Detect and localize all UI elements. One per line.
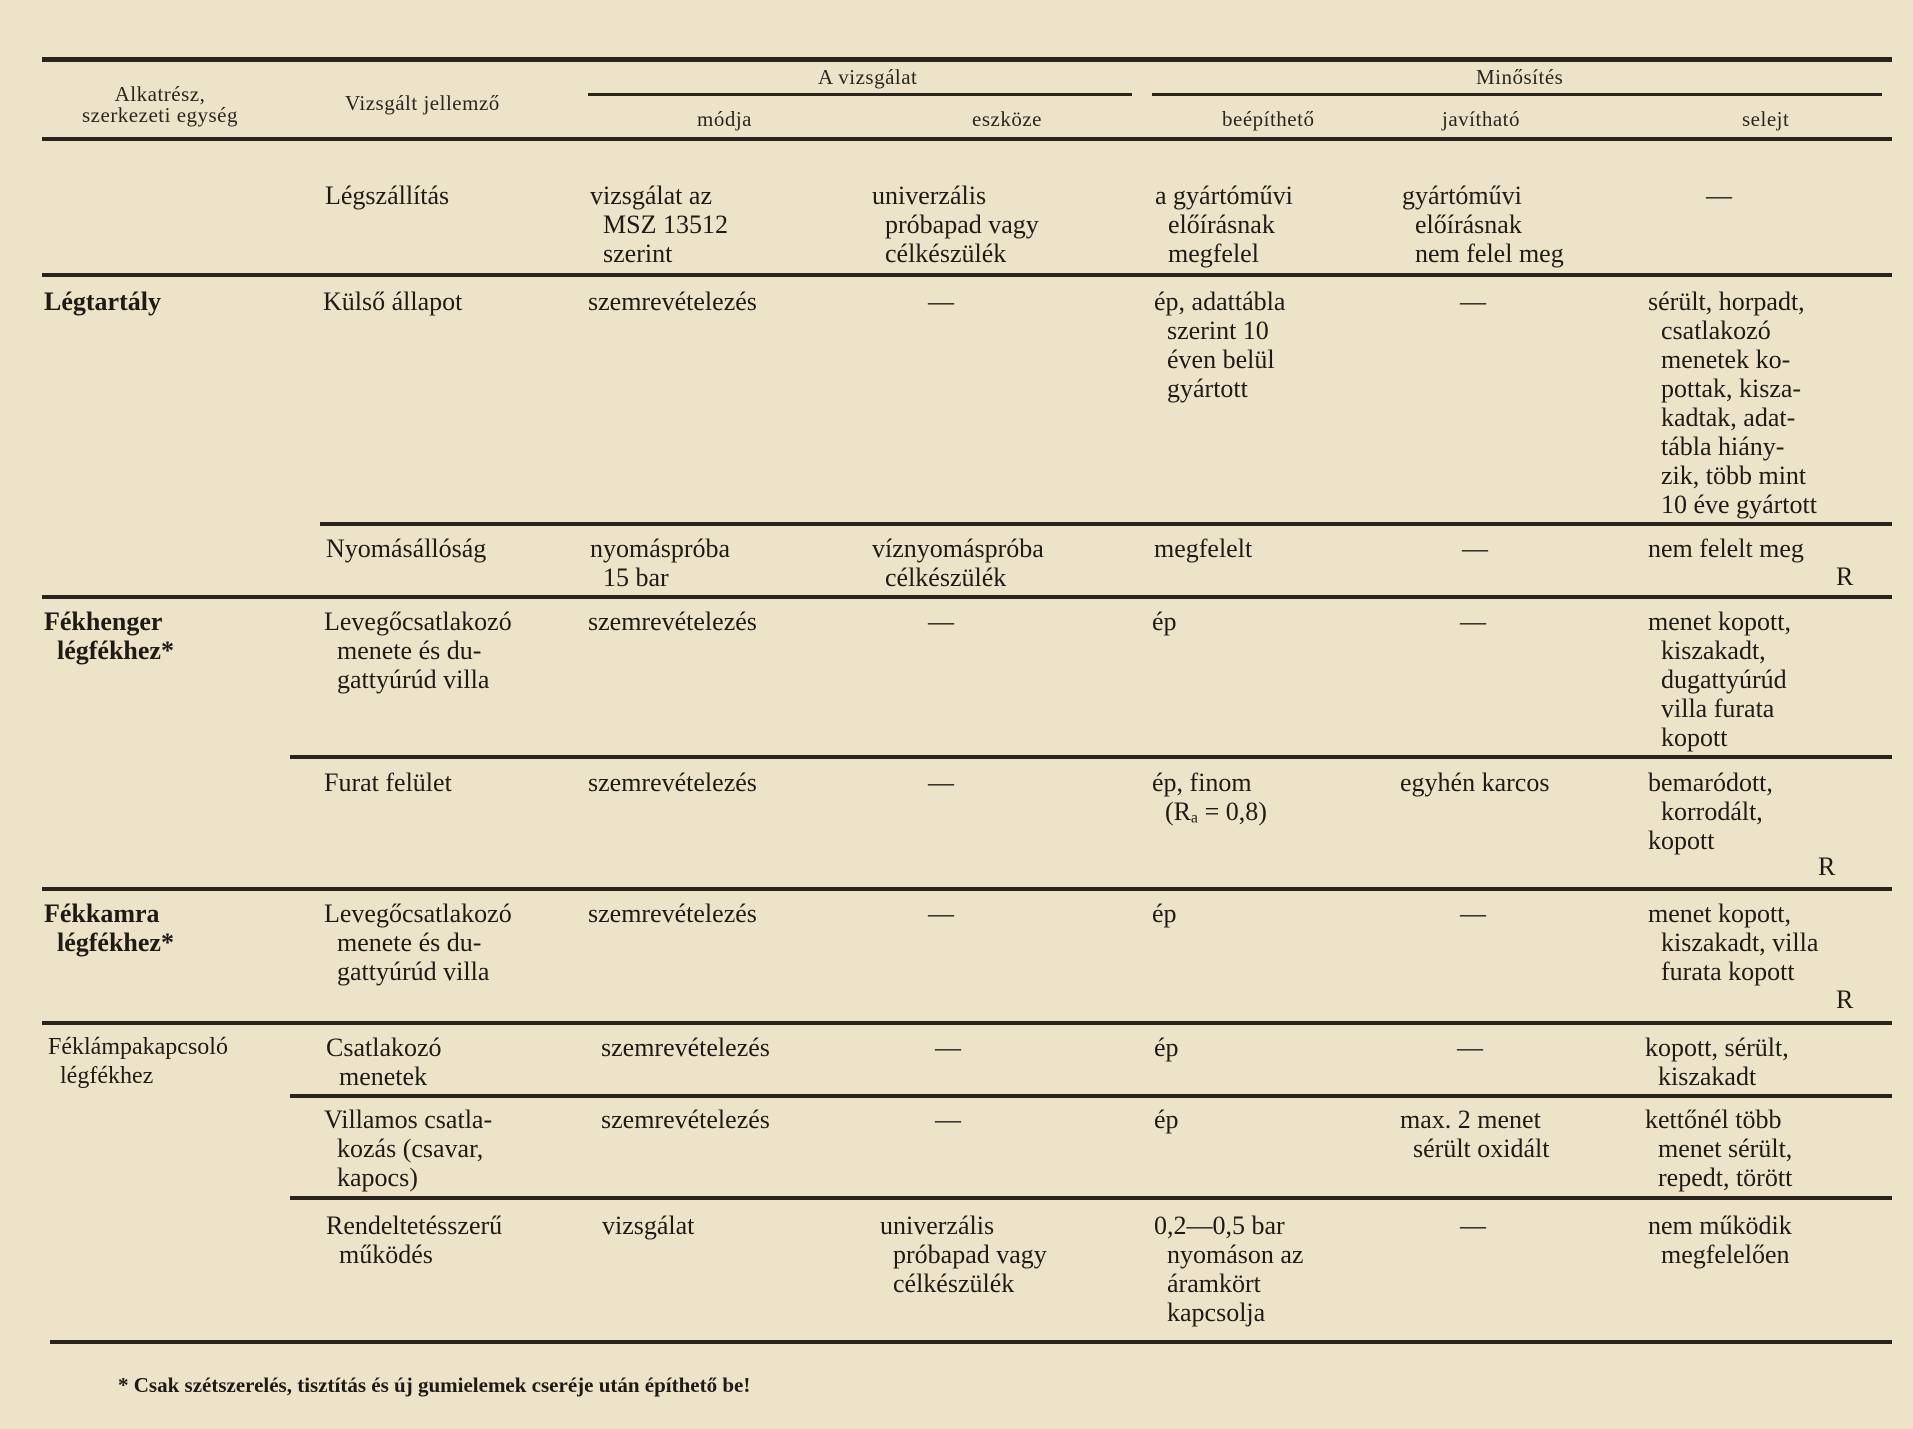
row-2-repairable: — [1462, 534, 1488, 563]
row-3-tool: — [928, 607, 954, 636]
row-8-repairable: — [1460, 1211, 1486, 1240]
row-4-repairable: egyhén karcos [1400, 768, 1550, 797]
row-0-method: vizsgálat az MSZ 13512 szerint [590, 181, 728, 268]
row-6-repairable: — [1457, 1033, 1483, 1062]
rule-header-bottom [42, 137, 1892, 141]
row-1-repairable: — [1460, 287, 1486, 316]
row-3-repairable: — [1460, 607, 1486, 636]
row-5-scrap-mark: R [1836, 985, 1854, 1014]
row-0-repairable: gyártóművi előírásnak nem felel meg [1402, 181, 1564, 268]
row-2-scrap: nem felelt meg [1648, 534, 1804, 563]
row-8-installable: 0,2—0,5 bar nyomáson az áramkört kapcsolja [1154, 1211, 1304, 1327]
rule-row-5 [42, 887, 1892, 891]
header-repairable: javítható [1442, 107, 1520, 131]
row-7-scrap: kettőnél több menet sérült, repedt, törött [1645, 1105, 1793, 1192]
row-2-scrap-mark: R [1836, 562, 1854, 591]
row-4-scrap: bemaródott, korrodált, kopott [1648, 768, 1773, 855]
row-7-feature: Villamos csatla- kozás (csavar, kapocs) [324, 1105, 493, 1192]
row-5-feature: Levegőcsatlakozó menete és du- gattyúrúd villa [324, 899, 512, 986]
row-2-installable: megfelelt [1154, 534, 1253, 563]
row-4-scrap-mark: R [1818, 852, 1836, 881]
row-0-scrap: — [1706, 181, 1732, 210]
row-5-installable: ép [1152, 899, 1177, 928]
rule-row-8 [290, 1196, 1892, 1200]
rule-group-rating [1152, 93, 1882, 96]
row-4-feature: Furat felület [324, 768, 452, 797]
row-1-feature: Külső állapot [323, 287, 463, 316]
footnote: * Csak szétszerelés, tisztítás és új gumielemek cseréje után építhető be! [118, 1373, 751, 1397]
header-tool: eszköze [972, 107, 1042, 131]
rule-row-2 [320, 522, 1892, 526]
row-3-installable: ép [1152, 607, 1177, 636]
row-0-tool: univerzális próbapad vagy célkészülék [872, 181, 1039, 268]
row-6-part: Féklámpakapcsoló légfékhez [48, 1034, 228, 1089]
row-5-scrap: menet kopott, kiszakadt, villa furata kopott [1648, 899, 1819, 986]
row-8-method: vizsgálat [602, 1211, 695, 1240]
row-5-part: Fékkamra légfékhez* [44, 899, 174, 957]
rule-group-test [588, 93, 1132, 96]
rule-row-4 [290, 755, 1892, 759]
row-7-tool: — [935, 1105, 961, 1134]
row-3-feature: Levegőcsatlakozó menete és du- gattyúrúd villa [324, 607, 512, 694]
row-3-method: szemrevételezés [588, 607, 757, 636]
header-feature: Vizsgált jellemző [345, 91, 500, 115]
row-1-tool: — [928, 287, 954, 316]
row-3-scrap: menet kopott, kiszakadt, dugattyúrúd villa furata kopott [1648, 607, 1791, 752]
row-5-tool: — [928, 899, 954, 928]
row-1-method: szemrevételezés [588, 287, 757, 316]
row-2-method: nyomáspróba 15 bar [590, 534, 731, 592]
row-3-part: Fékhenger légfékhez* [44, 607, 174, 665]
row-7-method: szemrevételezés [601, 1105, 770, 1134]
rule-row-3 [42, 595, 1892, 599]
rule-bottom [50, 1340, 1892, 1344]
row-7-installable: ép [1154, 1105, 1179, 1134]
row-5-method: szemrevételezés [588, 899, 757, 928]
row-0-feature: Légszállítás [325, 181, 450, 210]
row-6-feature: Csatlakozó menetek [326, 1033, 442, 1091]
row-4-method: szemrevételezés [588, 768, 757, 797]
row-6-scrap: kopott, sérült, kiszakadt [1645, 1033, 1789, 1091]
header-scrap: selejt [1742, 107, 1790, 131]
row-4-tool: — [928, 768, 954, 797]
row-8-scrap: nem működik megfelelően [1648, 1211, 1792, 1269]
row-7-repairable: max. 2 menet sérült oxidált [1400, 1105, 1550, 1163]
header-installable: beépíthető [1222, 107, 1315, 131]
row-0-installable: a gyártóművi előírásnak megfelel [1155, 181, 1293, 268]
row-6-tool: — [935, 1033, 961, 1062]
header-group-test: A vizsgálat [818, 65, 918, 89]
header-group-rating: Minősítés [1476, 65, 1564, 89]
row-4-installable: ép, finom (Rₐ = 0,8) [1152, 768, 1267, 826]
row-8-tool: univerzális próbapad vagy célkészülék [880, 1211, 1047, 1298]
rule-row-6 [42, 1021, 1892, 1025]
row-8-feature: Rendeltetésszerű működés [326, 1211, 503, 1269]
row-6-installable: ép [1154, 1033, 1179, 1062]
header-method: módja [697, 107, 752, 131]
rule-top [42, 57, 1892, 62]
row-5-repairable: — [1460, 899, 1486, 928]
header-part: Alkatrész, szerkezeti egység [82, 82, 239, 127]
rule-row-1 [42, 273, 1892, 277]
row-1-scrap: sérült, horpadt, csatlakozó menetek ko- pottak, kisza- kadtak, adat- tábla hiány- zik, több mint 10 éve gyártott [1648, 287, 1817, 519]
row-1-installable: ép, adattábla szerint 10 éven belül gyártott [1154, 287, 1286, 403]
row-6-method: szemrevételezés [601, 1033, 770, 1062]
rule-row-7 [290, 1094, 1892, 1098]
row-1-part: Légtartály [44, 287, 161, 316]
row-2-tool: víznyomáspróba célkészülék [872, 534, 1044, 592]
row-2-feature: Nyomásállóság [326, 534, 487, 563]
